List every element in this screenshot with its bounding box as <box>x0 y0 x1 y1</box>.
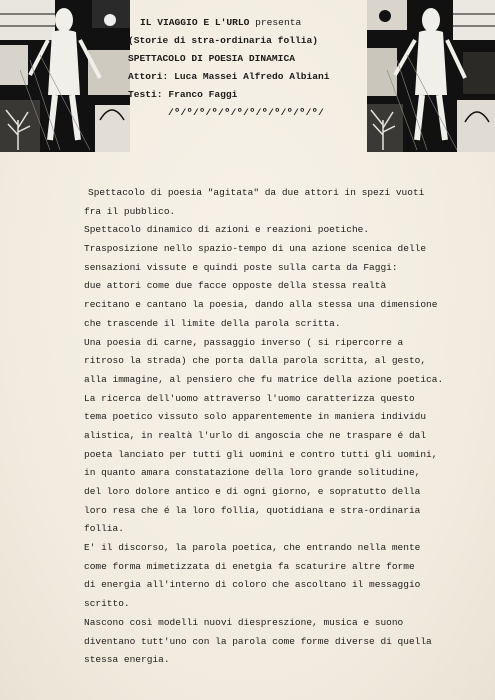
text-line: E' il discorso, la parola poetica, che entrando nella mente <box>84 542 421 554</box>
text-line: follia. <box>84 523 124 535</box>
text-line: due attori come due facce opposte della stessa realtà <box>84 280 387 292</box>
text-line: poeta lanciato per tutti gli uomini e contro tutti gli uomini, <box>84 448 438 460</box>
text-line: che trascende il limite della parola scritta. <box>84 317 341 329</box>
title-line <box>128 14 366 32</box>
collage-illustration-right <box>367 0 495 152</box>
actors-label: Attori: <box>128 71 169 82</box>
text-line: recitano e cantano la poesia, dando alla stessa una dimensione <box>84 299 438 311</box>
text-line: sensazioni vissute e quindi poste sulla carta da Faggi: <box>84 261 398 273</box>
text-line: alla immagine, al pensiero che fu matrice della azione poetica. <box>84 373 444 385</box>
company-name: IL VIAGGIO E L'URLO <box>140 17 250 28</box>
text-line: diventano tutt'uno con la parola come forme diverse di quella <box>84 635 432 647</box>
text-line: ritroso la strada) che porta dalla parola scritta, al gesto, <box>84 355 427 367</box>
text-line: Trasposizione nello spazio-tempo di una azione scenica delle <box>84 243 427 255</box>
collage-illustration-left <box>0 0 130 152</box>
text-line: Spettacolo dinamico di azioni e reazioni poetiche. <box>84 224 370 236</box>
text-line: come forma mimetizzata di enetgia fa scaturire altre forme <box>84 560 415 572</box>
text-line: stessa energia. <box>84 654 170 666</box>
text-line: in quanto amara constatazione della loro grande solitudine, <box>84 467 421 479</box>
show-title: SPETTACOLO DI POESIA DINAMICA <box>128 53 295 64</box>
text-line: Spettacolo di poesia "agitata" da due attori in spezi vuoti <box>88 187 425 198</box>
actors-line <box>128 68 366 86</box>
title-block <box>128 14 366 122</box>
text-line: scritto. <box>84 598 130 610</box>
ornament-divider: /º/º/º/º/º/º/º/º/º/º/º/º/ <box>168 107 325 118</box>
text-line: del loro dolore antico e di ogni giorno, e sopratutto della <box>84 486 421 497</box>
text-line: Nascono così modelli nuovi diespreszione, musica e suono <box>84 616 404 628</box>
text-line: loro resa che é la loro follia, quotidiana e stra-ordinaria <box>84 504 421 516</box>
texts-line <box>128 86 366 104</box>
presents-word: presenta <box>255 17 302 28</box>
text-line: fra il pubblico. <box>84 205 176 217</box>
text-line: alistica, in realtà l'urlo di angoscia che ne traspare é dal <box>84 429 427 441</box>
text-line: Una poesia di carne, passaggio inverso ( si ripercorre a <box>84 336 404 348</box>
subtitle: (Storie di stra-ordinaria follia) <box>128 35 318 46</box>
texts-author: Franco Faggi <box>168 89 238 100</box>
actors-names: Luca Massei Alfredo Albiani <box>174 71 330 82</box>
body-paragraphs <box>84 184 488 670</box>
text-line: di energia all'interno di coloro che ascoltano il messaggio <box>84 579 421 591</box>
text-line: La ricerca dell'uomo attraverso l'uomo caratterizza questo <box>84 392 415 404</box>
texts-label: Testi: <box>128 89 163 100</box>
text-line: tema poetico vissuto solo apparentemente in maniera individu <box>84 411 427 423</box>
